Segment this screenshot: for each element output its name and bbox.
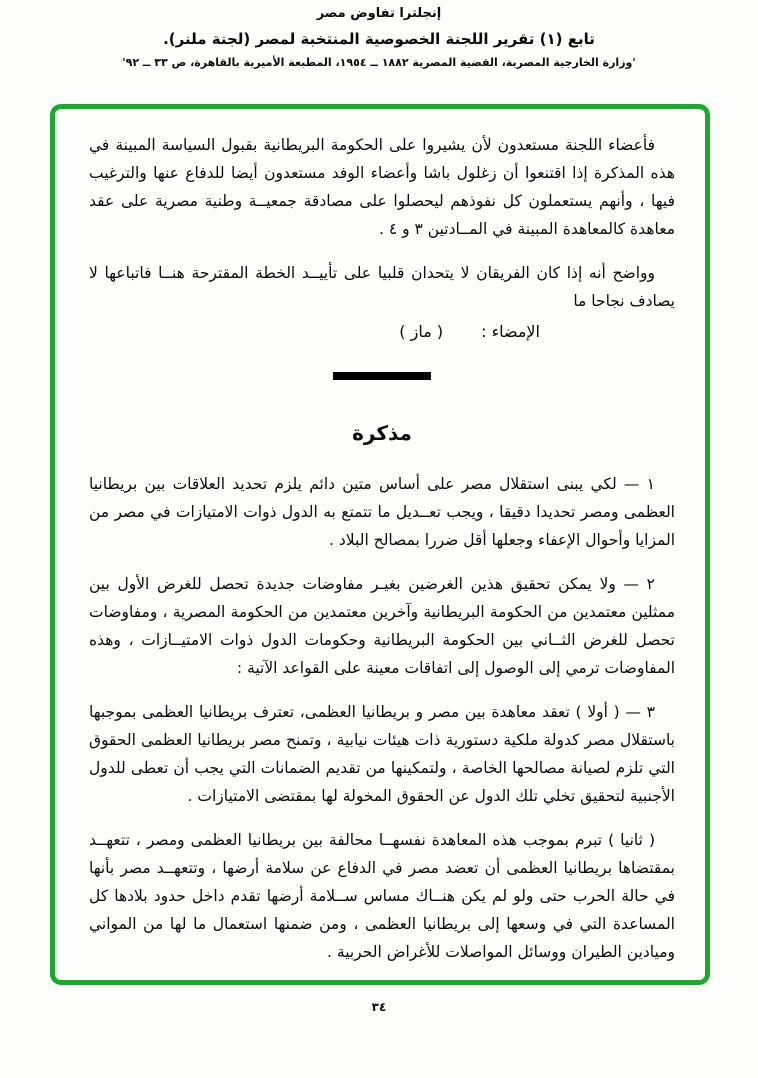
signature-line [89, 319, 540, 345]
memo-paragraph-2: ٢ — ولا يمكن تحقيق هذين الغرضين بغيـر مفاوضات جديدة تحصل للغرض الأول بين ممثلين معتمدين من الحكومة البريطانية وآخرين معتمدين من الحكومة المصرية ، ومفاوضات تحصل للغرض الثــاني بين الحكومة البريطانية وحكومات الدول ذوات الامتيــازات ، وهذه المفاوضات ترمي إلى الوصول إلى اتفاقات معينة على القواعد الآتية : [89, 575, 675, 677]
intro-paragraph-2: وواضح أنه إذا كان الفريقان لا يتحدان قلبيا على تأييــد الخطة المقترحة هنــا فاتباعها لا يصادف نجاحا ما [89, 264, 675, 310]
intro-paragraph-1: فأعضاء اللجنة مستعدون لأن يشيروا على الحكومة البريطانية بقبول السياسة المبينة في هذه المذكرة إذا اقتنعوا أن زغلول باشا وأعضاء الوفد مستعدون أيضا للدفاع عنها والترغيب فيها ، وأنهم يستعملون كل نفوذهم ليحصلوا على مصادقة جمعيــة وطنية مصرية على عقد معاهدة كالمعاهدة المبينة في المــادتين ٣ و ٤ . [89, 136, 675, 238]
page-header [0, 6, 758, 69]
page-number: ٣٤ [371, 1000, 387, 1014]
document-body [55, 109, 705, 980]
section-title: مذكرة [352, 421, 412, 445]
memo-paragraph-1: ١ — لكي يبنى استقلال مصر على أساس متين دائم يلزم تحديد العلاقات بين بريطانيا العظمى ومصر تحديدا دقيقا ، ويجب تعــديل ما تتمتع به الدول ذوات الامتيازات في مصر من المزايا وأحوال الإعفاء وجعلها أقل ضررا بمصالح البلاد . [89, 475, 675, 549]
memo-paragraph-3: ٣ — ( أولا ) تعقد معاهدة بين مصر و بريطانيا العظمى، تعترف بريطانيا العظمى بموجبها باستقلال مصر كدولة ملكية دستورية ذات هيئات نيابية ، وتمنح مصر بريطانيا العظمى الحقوق التي تلزم لصيانة مصالحها الخاصة ، ولتمكينها من تقديم الضمانات التي يجب أن تعطى للدول الأجنبية لتحقيق تخلي تلك الدول عن الحقوق المخولة لها بمقتضى الامتيازات . [89, 703, 675, 805]
signature-value: ( ماز ) [399, 322, 444, 341]
memo-paragraph-4: ( ثانيا ) تبرم بموجب هذه المعاهدة نفسهــا محالفة بين بريطانيا العظمى ومصر ، تتعهــد بمقتضاها بريطانيا العظمى أن تعضد مصر في الدفاع عن سلامة أرضها ، وتتعهــد مصر بأنها في حالة الحرب حتى ولو لم يكن هنــاك مساس ســلامة أرضها تقدم داخل حدود بلادها كل المساعدة التي في وسعها إلى بريطانيا العظمى ، ومن ضمنها استعمال ما لها من المواني وميادين الطيران ووسائل المواصلات للأغراض الحربية . [89, 831, 675, 961]
header-title: إنجلترا تفاوض مصر [316, 6, 442, 21]
green-border-frame [50, 104, 710, 985]
header-subtitle: تابع (١) تقرير اللجنة الخصوصية المنتخبة لمصر (لجنة ملنر). [163, 30, 595, 48]
section-divider [333, 372, 431, 380]
signature-label: الإمضاء : [481, 322, 540, 341]
header-source-citation: 'وزارة الخارجية المصرية، القضية المصرية ١٨٨٢ ــ ١٩٥٤، المطبعة الأميرية بالقاهرة، ص ٣٣ ــ ٩٢' [122, 56, 636, 69]
